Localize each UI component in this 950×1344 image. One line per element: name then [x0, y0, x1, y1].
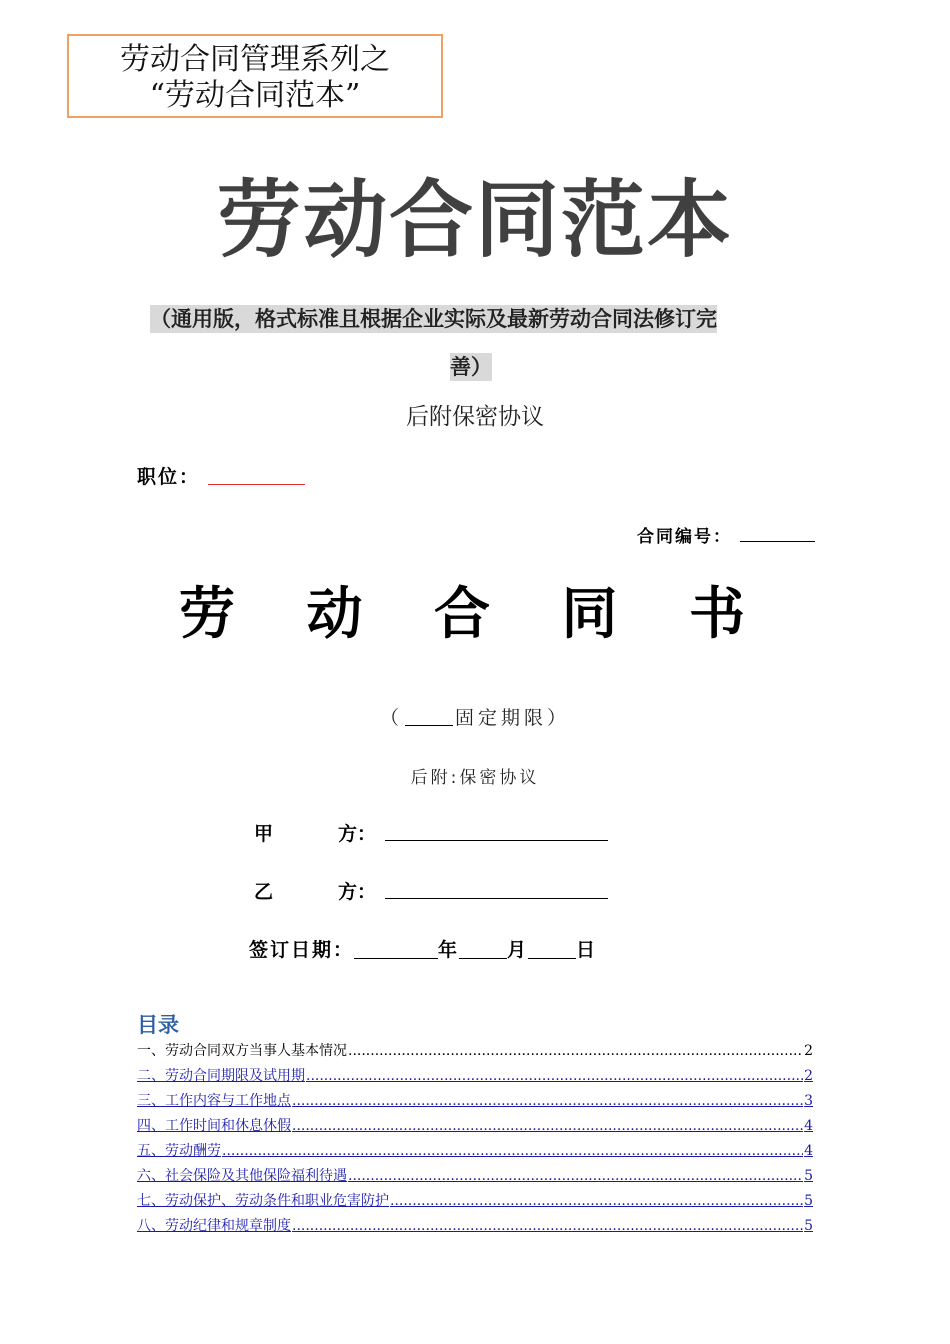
period-text: 固定期限 — [454, 707, 547, 729]
sign-date-label: 签订日期： — [249, 939, 355, 961]
toc-item-title: 一、劳动合同双方当事人基本情况 — [137, 1043, 347, 1059]
party-b-label-second: 方： — [338, 881, 377, 903]
toc-item-title: 五、劳动酬劳 — [137, 1143, 221, 1159]
party-b-label-first: 乙 — [254, 881, 274, 903]
toc-leader-dots — [222, 1140, 803, 1165]
toc-item-title: 三、工作内容与工作地点 — [137, 1093, 291, 1109]
toc-leader-dots — [292, 1090, 803, 1115]
series-line-1: 劳动合同管理系列之 — [120, 42, 390, 77]
contract-number-field[interactable] — [740, 541, 815, 542]
toc-leader-dots — [306, 1065, 803, 1090]
toc-leader-dots — [390, 1190, 803, 1215]
toc-item-page: 4 — [804, 1143, 813, 1159]
sign-date-row — [249, 935, 597, 962]
toc-heading: 目录 — [137, 1013, 179, 1037]
appendix-note: 后附:保密协议 — [410, 768, 540, 788]
party-a-label-first: 甲 — [254, 823, 274, 845]
table-of-contents — [137, 1040, 813, 1240]
toc-leader-dots — [348, 1165, 803, 1190]
sign-month-label: 月 — [507, 939, 529, 961]
sign-day-label: 日 — [576, 939, 598, 961]
period-close-paren: ） — [547, 707, 571, 729]
subtitle-line-1: （通用版，格式标准且根据企业实际及最新劳动合同法修订完 — [150, 307, 717, 331]
series-line-2: “劳动合同范本” — [149, 78, 361, 113]
toc-item-page: 5 — [804, 1193, 813, 1209]
contract-period — [0, 703, 950, 730]
subtitle-line-2: 善） — [450, 355, 492, 379]
toc-item-title: 二、劳动合同期限及试用期 — [137, 1068, 305, 1084]
appendix-heading: 后附保密协议 — [406, 404, 544, 430]
contract-number-label: 合同编号： — [637, 527, 732, 547]
toc-item-page: 5 — [804, 1168, 813, 1184]
toc-item[interactable] — [137, 1065, 813, 1090]
toc-item-title: 四、工作时间和休息休假 — [137, 1118, 291, 1134]
toc-item[interactable] — [137, 1090, 813, 1115]
position-label: 职位： — [137, 466, 201, 488]
toc-item[interactable] — [137, 1165, 813, 1190]
toc-item[interactable] — [137, 1115, 813, 1140]
main-title: 劳动合同范本 — [216, 171, 733, 269]
toc-item-page: 2 — [804, 1043, 813, 1059]
period-open-paren: （ — [379, 707, 403, 729]
toc-item[interactable] — [137, 1215, 813, 1240]
sign-year-label: 年 — [438, 939, 460, 961]
toc-leader-dots — [348, 1040, 803, 1065]
toc-item[interactable] — [137, 1040, 813, 1065]
contract-book-title: 劳 动 合 同 书 — [179, 582, 771, 647]
toc-item-page: 2 — [804, 1068, 813, 1084]
series-title-box — [67, 34, 443, 118]
toc-item-page: 3 — [804, 1093, 813, 1109]
toc-item-title: 六、社会保险及其他保险福利待遇 — [137, 1168, 347, 1184]
toc-item-title: 八、劳动纪律和规章制度 — [137, 1218, 291, 1234]
toc-leader-dots — [292, 1115, 803, 1140]
toc-item-page: 4 — [804, 1118, 813, 1134]
toc-item[interactable] — [137, 1140, 813, 1165]
position-field[interactable] — [208, 484, 305, 485]
sign-month-field[interactable] — [459, 940, 507, 959]
toc-item-title: 七、劳动保护、劳动条件和职业危害防护 — [137, 1193, 389, 1209]
sign-day-field[interactable] — [528, 940, 576, 959]
party-b-field[interactable] — [385, 898, 608, 899]
toc-item-page: 5 — [804, 1218, 813, 1234]
period-blank-field[interactable] — [405, 707, 453, 726]
sign-year-field[interactable] — [354, 940, 438, 959]
party-a-label-second: 方： — [338, 823, 377, 845]
party-a-field[interactable] — [385, 840, 608, 841]
toc-leader-dots — [292, 1215, 803, 1240]
toc-item[interactable] — [137, 1190, 813, 1215]
